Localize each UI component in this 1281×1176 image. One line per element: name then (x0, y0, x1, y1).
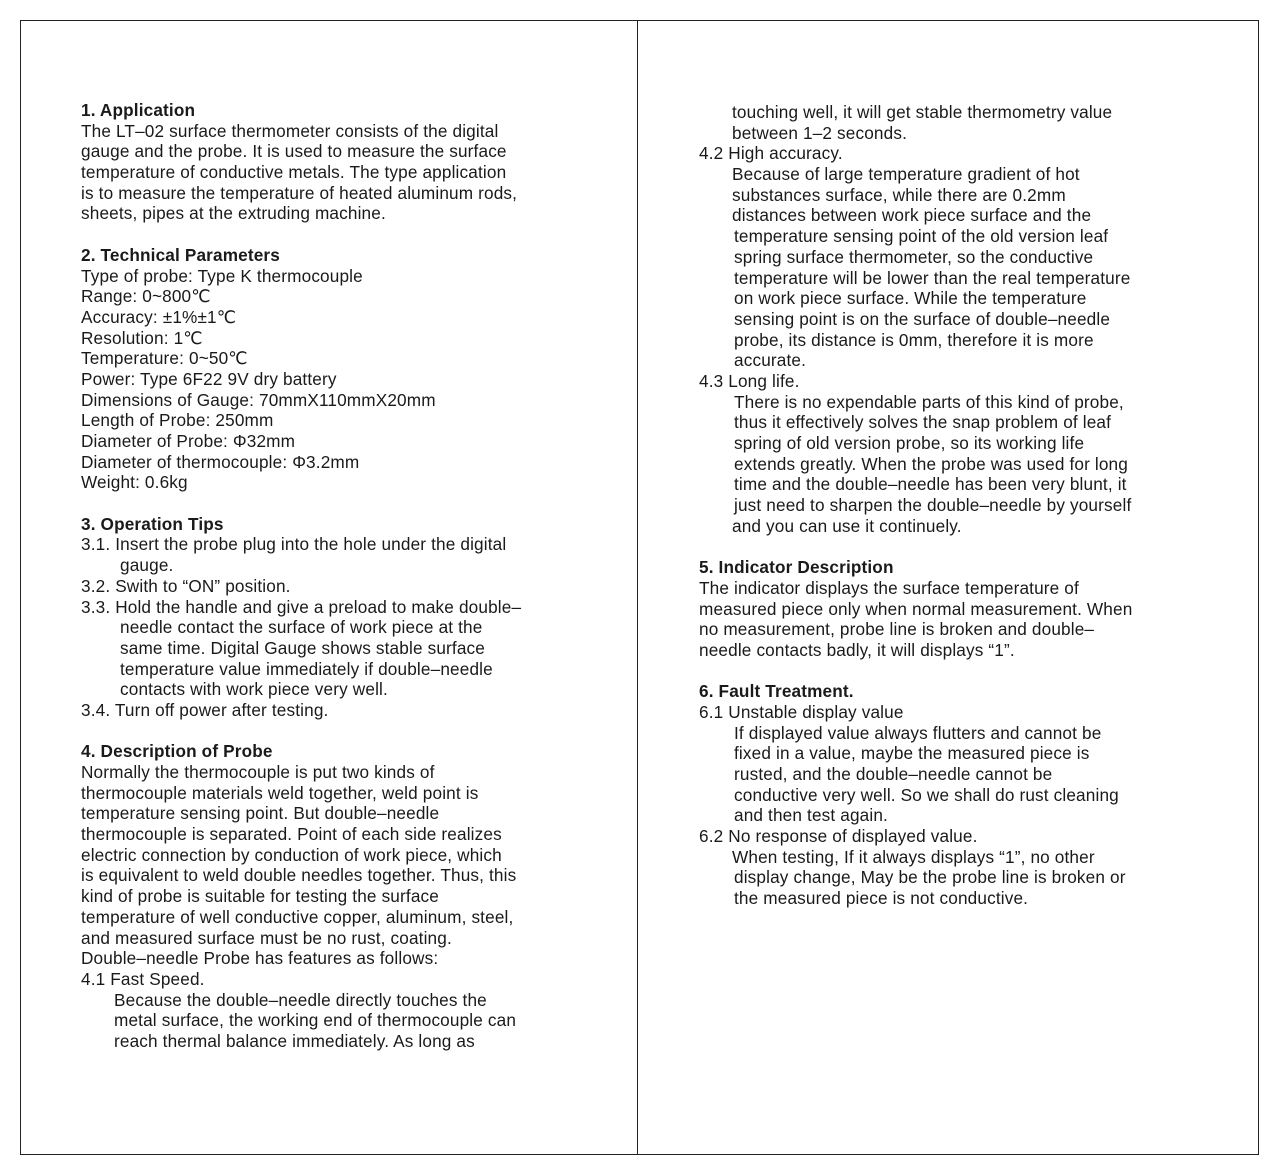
feature-text-line: between 1–2 seconds. (732, 122, 908, 143)
feature-text-line: time and the double–needle has been very blunt, it (734, 474, 1127, 495)
operation-step: contacts with work piece very well. (120, 679, 388, 700)
fault-subheading: 6.1 Unstable display value (699, 701, 904, 722)
probe-heading: 4. Description of Probe (81, 741, 273, 762)
operation-step: needle contact the surface of work piece at the (120, 617, 483, 638)
probe-text-line: 4.1 Fast Speed. (81, 968, 205, 989)
feature-text-line: just need to sharpen the double–needle by yourself (734, 495, 1132, 516)
fault-text-line: display change, May be the probe line is broken or (734, 867, 1126, 888)
probe-text-line: Because the double–needle directly touches the (114, 989, 487, 1010)
feature-text-line: probe, its distance is 0mm, therefore it is more (734, 329, 1094, 350)
fault-heading: 6. Fault Treatment. (699, 681, 854, 702)
feature-text-line: and you can use it continuely. (732, 515, 962, 536)
indicator-text-line: The indicator displays the surface temperature of (699, 577, 1079, 598)
probe-text-line: electric connection by conduction of work piece, which (81, 844, 502, 865)
feature-text-line: thus it effectively solves the snap problem of leaf (734, 412, 1112, 433)
fault-text-line: rusted, and the double–needle cannot be (734, 764, 1053, 784)
probe-text-line: kind of probe is suitable for testing the surface (81, 886, 439, 907)
parameter-line: Weight: 0.6kg (81, 472, 188, 493)
feature-text-line: accurate. (734, 350, 807, 371)
operation-step: gauge. (120, 555, 174, 576)
fault-text-line: conductive very well. So we shall do rust cleaning (734, 784, 1119, 805)
parameter-line: Range: 0~800℃ (81, 286, 211, 307)
parameter-line: Diameter of Probe: Φ32mm (81, 431, 296, 451)
probe-text-line: and measured surface must be no rust, coating. (81, 927, 452, 948)
operation-step: same time. Digital Gauge shows stable surface (120, 637, 485, 658)
indicator-text-line: no measurement, probe line is broken and double– (699, 619, 1095, 640)
operation-step: 3.1. Insert the probe plug into the hole under the digital (81, 534, 507, 555)
application-text-line: gauge and the probe. It is used to measure the surface (81, 141, 507, 162)
fault-text-line: fixed in a value, maybe the measured piece is (734, 743, 1090, 764)
parameter-line: Length of Probe: 250mm (81, 410, 274, 431)
parameter-line: Dimensions of Gauge: 70mmX110mmX20mm (81, 389, 436, 410)
operation-heading: 3. Operation Tips (81, 513, 224, 534)
fault-text-line: and then test again. (734, 805, 888, 826)
fault-text-line: When testing, If it always displays “1”, no other (732, 846, 1095, 867)
indicator-text-line: needle contacts badly, it will displays “1”. (699, 639, 1015, 660)
feature-text-line: Because of large temperature gradient of hot (732, 164, 1080, 185)
feature-text-line: extends greatly. When the probe was used for long (734, 453, 1128, 474)
feature-text-line: temperature sensing point of the old version leaf (734, 226, 1109, 247)
feature-text-line: touching well, it will get stable thermometry value (732, 102, 1113, 122)
probe-text-line: reach thermal balance immediately. As long as (114, 1030, 475, 1051)
feature-heading: 4.3 Long life. (699, 370, 800, 391)
parameter-line: Accuracy: ±1%±1℃ (81, 306, 237, 327)
indicator-heading: 5. Indicator Description (699, 557, 894, 578)
feature-text-line: substances surface, while there are 0.2mm (732, 184, 1066, 205)
right-column (699, 102, 1219, 909)
probe-text-line: Normally the thermocouple is put two kinds of (81, 762, 435, 782)
application-text-line: is to measure the temperature of heated aluminum rods, (81, 182, 518, 203)
operation-step: 3.2. Swith to “ON” position. (81, 575, 291, 596)
probe-text-line: thermocouple is separated. Point of each side realizes (81, 824, 502, 845)
operation-step: temperature value immediately if double–needle (120, 658, 493, 679)
application-text-line: temperature of conductive metals. The type application (81, 162, 507, 183)
application-text-line: The LT–02 surface thermometer consists of the digital (81, 120, 499, 141)
column-divider (637, 20, 638, 1155)
feature-text-line: on work piece surface. While the temperature (734, 288, 1087, 309)
left-column (81, 100, 601, 1052)
probe-text-line: metal surface, the working end of thermocouple can (114, 1010, 517, 1031)
feature-text-line: sensing point is on the surface of double–needle (734, 308, 1111, 329)
feature-text-line: distances between work piece surface and the (732, 205, 1092, 226)
feature-text-line: There is no expendable parts of this kind of probe, (734, 391, 1124, 412)
technical-heading: 2. Technical Parameters (81, 244, 280, 265)
feature-heading: 4.2 High accuracy. (699, 143, 843, 164)
fault-text-line: If displayed value always flutters and cannot be (734, 722, 1102, 743)
indicator-text-line: measured piece only when normal measurement. When (699, 598, 1133, 619)
parameter-line: Diameter of thermocouple: Φ3.2mm (81, 451, 360, 472)
probe-text-line: is equivalent to weld double needles together. Thus, this (81, 865, 517, 886)
parameter-line: Resolution: 1℃ (81, 327, 203, 348)
operation-step: 3.4. Turn off power after testing. (81, 699, 329, 720)
fault-text-line: the measured piece is not conductive. (734, 888, 1029, 909)
operation-step: 3.3. Hold the handle and give a preload to make double– (81, 596, 522, 617)
parameter-line: Temperature: 0~50℃ (81, 348, 248, 369)
feature-text-line: temperature will be lower than the real temperature (734, 267, 1131, 288)
probe-text-line: thermocouple materials weld together, weld point is (81, 782, 479, 803)
feature-text-line: spring of old version probe, so its working life (734, 433, 1085, 453)
parameter-line: Type of probe: Type K thermocouple (81, 265, 363, 286)
feature-text-line: spring surface thermometer, so the conductive (734, 246, 1094, 267)
application-heading: 1. Application (81, 100, 196, 120)
application-text-line: sheets, pipes at the extruding machine. (81, 203, 386, 224)
parameter-line: Power: Type 6F22 9V dry battery (81, 368, 337, 389)
probe-text-line: Double–needle Probe has features as follows: (81, 948, 439, 969)
fault-subheading: 6.2 No response of displayed value. (699, 826, 978, 847)
probe-text-line: temperature sensing point. But double–needle (81, 803, 440, 824)
probe-text-line: temperature of well conductive copper, aluminum, steel, (81, 906, 514, 927)
